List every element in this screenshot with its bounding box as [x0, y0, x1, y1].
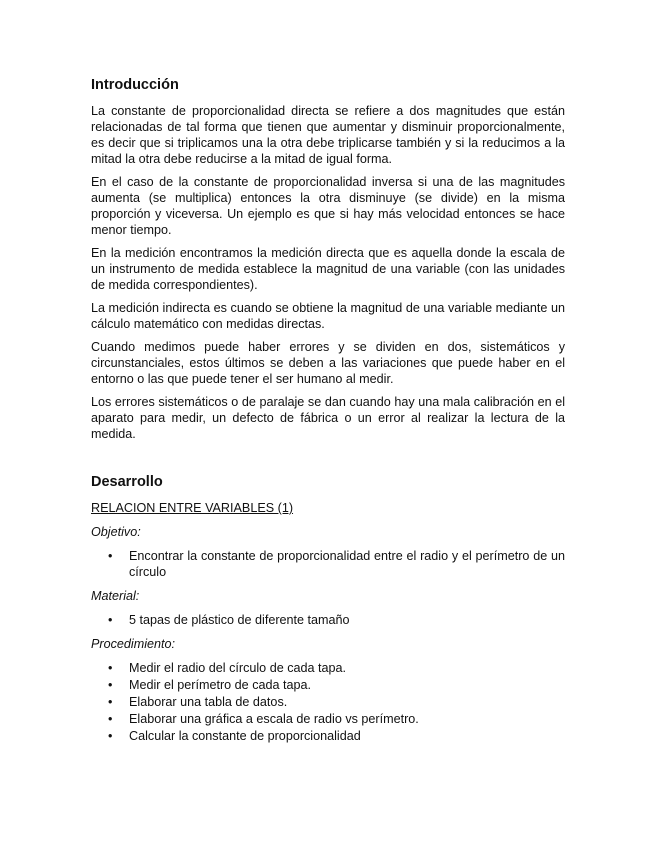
list-item: • Elaborar una tabla de datos.	[91, 694, 565, 710]
procedimiento-label: Procedimiento:	[91, 637, 175, 651]
list-item: • Elaborar una gráfica a escala de radio vs perímetro.	[91, 711, 565, 727]
intro-paragraph: La medición indirecta es cuando se obtiene la magnitud de una variable mediante un cálculo matemático con medidas directas.	[91, 301, 565, 331]
intro-paragraph: En el caso de la constante de proporcionalidad inversa si una de las magnitudes aumenta (se multiplica) entonces la otra disminuye (se divide) en la misma proporción y viceversa. Un ejemplo es que si hay más velocidad entonces se hace menor tiempo.	[91, 175, 565, 237]
intro-paragraph: Cuando medimos puede haber errores y se dividen en dos, sistemáticos y circunstanciales, estos últimos se deben a las variaciones que puede haber en el entorno o las que puede tener el ser humano al medir.	[91, 340, 565, 386]
objetivo-label: Objetivo:	[91, 525, 141, 539]
procedimiento-list	[91, 660, 565, 744]
section-subheading: RELACION ENTRE VARIABLES (1)	[91, 501, 294, 515]
intro-heading: Introducción	[91, 77, 179, 93]
section-spacer	[91, 449, 565, 473]
material-list	[91, 612, 565, 628]
intro-paragraph: La constante de proporcionalidad directa se refiere a dos magnitudes que están relacionadas de tal forma que tienen que aumentar y disminuir proporcionalmente, es decir que si triplicamos una la otra debe triplicarse también y si la reducimos a la mitad la otra debe reducirse a la mitad de igual forma.	[91, 104, 565, 166]
list-item: • Calcular la constante de proporcionalidad	[91, 728, 565, 744]
list-item: • Medir el perímetro de cada tapa.	[91, 677, 565, 693]
list-item: • 5 tapas de plástico de diferente tamaño	[91, 612, 565, 628]
intro-paragraph: Los errores sistemáticos o de paralaje se dan cuando hay una mala calibración en el aparato para medir, un defecto de fábrica o un error al realizar la lectura de la medida.	[91, 395, 565, 441]
material-label: Material:	[91, 589, 140, 603]
list-item: • Encontrar la constante de proporcionalidad entre el radio y el perímetro de un círculo	[91, 548, 565, 580]
list-item: • Medir el radio del círculo de cada tapa.	[91, 660, 565, 676]
intro-paragraph: En la medición encontramos la medición directa que es aquella donde la escala de un instrumento de medida establece la magnitud de una variable (con las unidades de medida correspondientes).	[91, 246, 565, 292]
desarrollo-heading: Desarrollo	[91, 474, 163, 490]
objetivo-list	[91, 548, 565, 580]
